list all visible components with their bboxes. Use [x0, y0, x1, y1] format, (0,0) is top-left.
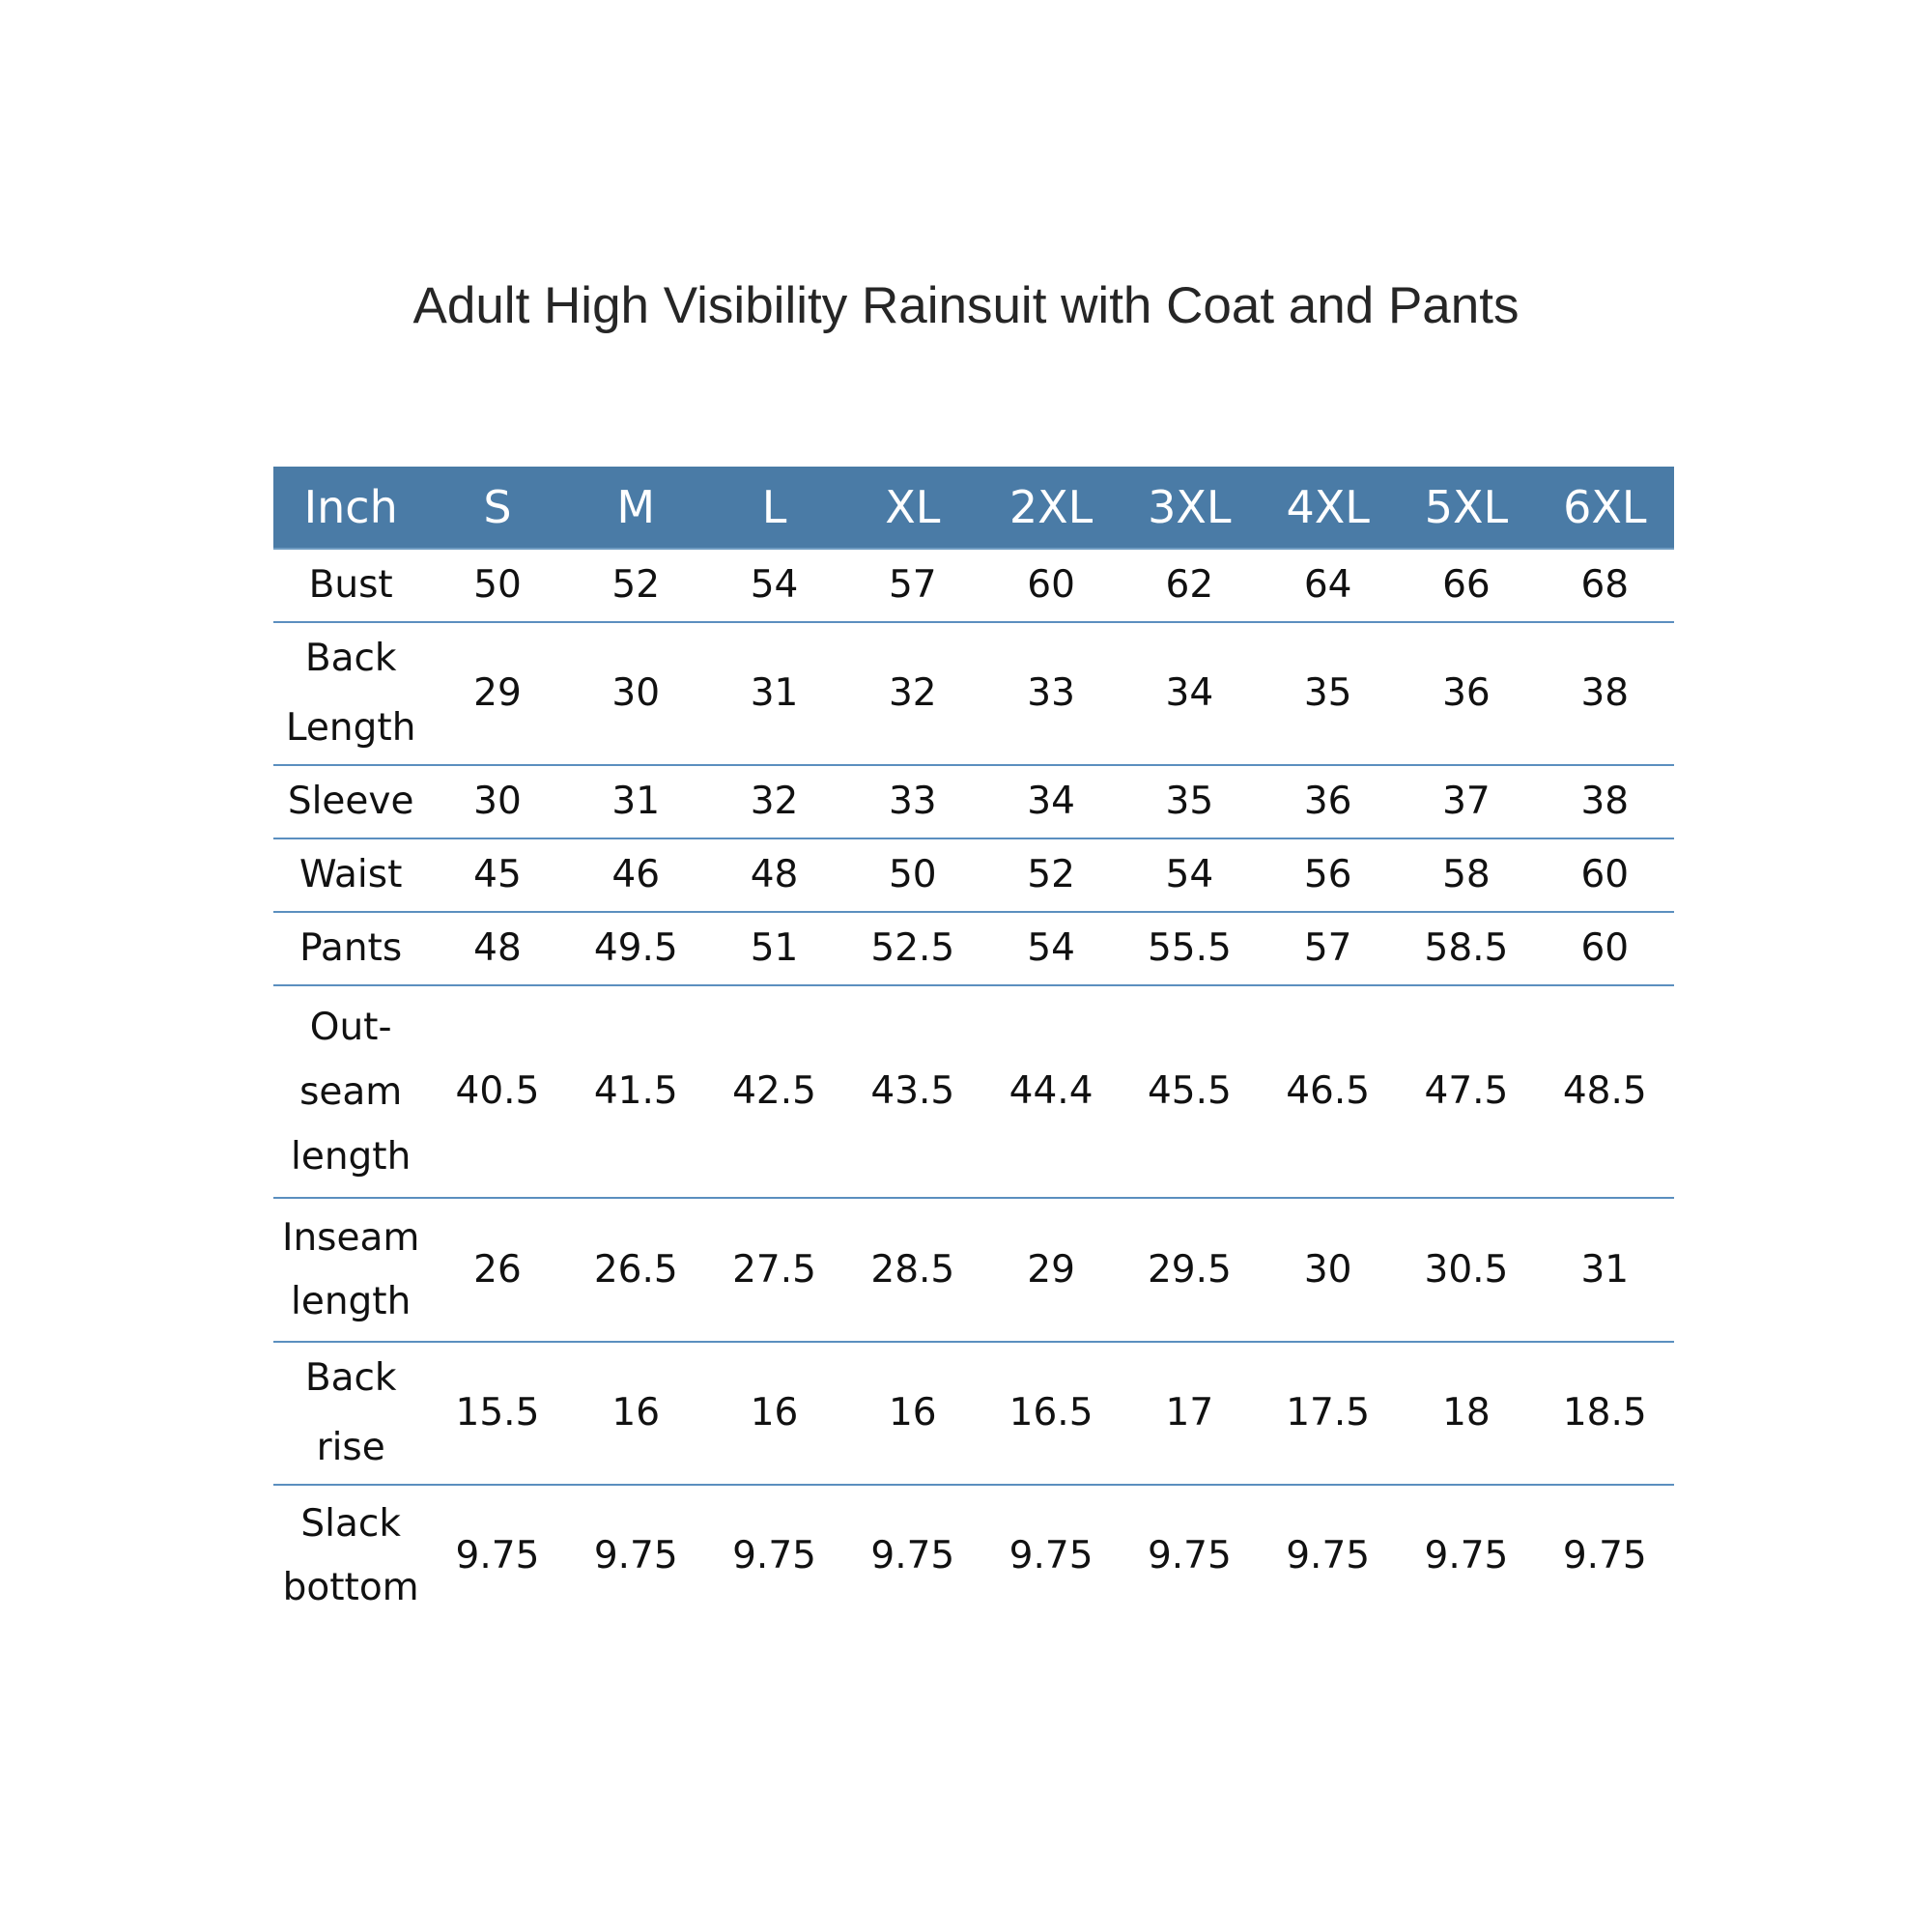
table-cell: 38: [1536, 622, 1674, 765]
table-cell: 47.5: [1397, 985, 1535, 1198]
table-cell: 48: [428, 912, 566, 985]
table-row: [273, 1485, 1674, 1627]
table-cell: 31: [705, 622, 843, 765]
table-cell: 30: [428, 765, 566, 838]
table-cell: 28.5: [843, 1198, 981, 1342]
page-title: Adult High Visibility Rainsuit with Coat and Pants: [412, 277, 1520, 334]
table-row: [273, 622, 1674, 765]
table-row: [273, 912, 1674, 985]
table-cell: 55.5: [1121, 912, 1259, 985]
table-cell: 16: [705, 1342, 843, 1485]
table-cell: 46: [567, 838, 705, 912]
table-cell: 64: [1259, 549, 1397, 622]
table-cell: 38: [1536, 765, 1674, 838]
table-cell: 32: [843, 622, 981, 765]
table-cell: 62: [1121, 549, 1259, 622]
table-cell: 45: [428, 838, 566, 912]
size-header: 6XL: [1536, 467, 1674, 549]
table-cell: 48.5: [1536, 985, 1674, 1198]
table-cell: 44.4: [981, 985, 1120, 1198]
table-cell: 68: [1536, 549, 1674, 622]
table-cell: 32: [705, 765, 843, 838]
table-cell: 46.5: [1259, 985, 1397, 1198]
unit-header: Inch: [273, 467, 428, 549]
size-chart-table: [273, 467, 1674, 1627]
table-cell: 16: [843, 1342, 981, 1485]
table-cell: 49.5: [567, 912, 705, 985]
table-cell: 29.5: [1121, 1198, 1259, 1342]
table-cell: 34: [981, 765, 1120, 838]
row-label-slack-bottom: Slack bottom: [282, 1502, 419, 1609]
table-cell: 36: [1259, 765, 1397, 838]
table-cell: 9.75: [455, 1534, 540, 1577]
table-cell: 43.5: [843, 985, 981, 1198]
table-cell: 52.5: [843, 912, 981, 985]
table-cell: 54: [705, 549, 843, 622]
row-label-out-seam-length: Out-seam length: [273, 985, 428, 1198]
table-cell: 60: [1536, 838, 1674, 912]
table-cell: 60: [981, 549, 1120, 622]
table-cell: 66: [1397, 549, 1535, 622]
table-row: [273, 549, 1674, 622]
table-cell: 9.75: [732, 1534, 816, 1577]
table-cell: 17: [1121, 1342, 1259, 1485]
table-cell: 27.5: [705, 1198, 843, 1342]
table-cell: 15.5: [428, 1342, 566, 1485]
table-row: [273, 1342, 1674, 1485]
table-cell: 58.5: [1397, 912, 1535, 985]
table-cell: 29: [981, 1198, 1120, 1342]
table-cell: 54: [1121, 838, 1259, 912]
row-label-inseam-length: Inseam length: [273, 1198, 428, 1342]
size-header: 2XL: [981, 467, 1120, 549]
row-label-back-rise: Back rise: [273, 1342, 428, 1485]
size-header: L: [705, 467, 843, 549]
table-cell: 52: [567, 549, 705, 622]
table-row: [273, 1198, 1674, 1342]
table-cell: 18.5: [1536, 1342, 1674, 1485]
table-row: [273, 765, 1674, 838]
table-cell: 16.5: [981, 1342, 1120, 1485]
table-cell: 48: [705, 838, 843, 912]
table-cell: 9.75: [1562, 1534, 1647, 1577]
row-label-pants: Pants: [273, 912, 428, 985]
table-cell: 57: [843, 549, 981, 622]
table-row: [273, 985, 1674, 1198]
table-cell: 51: [705, 912, 843, 985]
table-cell: 9.75: [1009, 1534, 1094, 1577]
table-cell: 26: [428, 1198, 566, 1342]
table-cell: 9.75: [870, 1534, 955, 1577]
table-cell: 31: [567, 765, 705, 838]
table-header-row: [273, 467, 1674, 549]
table-cell: 18: [1397, 1342, 1535, 1485]
table-cell: 40.5: [428, 985, 566, 1198]
row-label-waist: Waist: [273, 838, 428, 912]
table-cell: 52: [981, 838, 1120, 912]
table-cell: 35: [1121, 765, 1259, 838]
table-cell: 35: [1259, 622, 1397, 765]
table-cell: 58: [1397, 838, 1535, 912]
table-cell: 50: [428, 549, 566, 622]
table-cell: 9.75: [1424, 1534, 1509, 1577]
table-cell: 42.5: [705, 985, 843, 1198]
table-cell: 9.75: [1286, 1534, 1371, 1577]
table-cell: 26.5: [567, 1198, 705, 1342]
table-cell: 37: [1397, 765, 1535, 838]
row-label-bust: Bust: [273, 549, 428, 622]
table-cell: 34: [1121, 622, 1259, 765]
table-cell: 60: [1536, 912, 1674, 985]
table-cell: 31: [1536, 1198, 1674, 1342]
size-header: 4XL: [1259, 467, 1397, 549]
size-header: S: [428, 467, 566, 549]
table-cell: 50: [843, 838, 981, 912]
table-cell: 57: [1259, 912, 1397, 985]
size-header: M: [567, 467, 705, 549]
size-header: 3XL: [1121, 467, 1259, 549]
table-cell: 36: [1397, 622, 1535, 765]
size-header: XL: [843, 467, 981, 549]
table-cell: 30.5: [1397, 1198, 1535, 1342]
table-cell: 33: [843, 765, 981, 838]
table-cell: 9.75: [1147, 1534, 1232, 1577]
row-label-sleeve: Sleeve: [273, 765, 428, 838]
table-cell: 33: [981, 622, 1120, 765]
table-cell: 17.5: [1259, 1342, 1397, 1485]
table-cell: 29: [428, 622, 566, 765]
table-cell: 41.5: [567, 985, 705, 1198]
size-header: 5XL: [1397, 467, 1535, 549]
table-cell: 9.75: [593, 1534, 678, 1577]
table-cell: 54: [981, 912, 1120, 985]
table-cell: 30: [567, 622, 705, 765]
table-row: [273, 838, 1674, 912]
table-cell: 56: [1259, 838, 1397, 912]
table-cell: 30: [1259, 1198, 1397, 1342]
table-cell: 45.5: [1121, 985, 1259, 1198]
row-label-back-length: Back Length: [273, 622, 428, 765]
table-cell: 16: [567, 1342, 705, 1485]
